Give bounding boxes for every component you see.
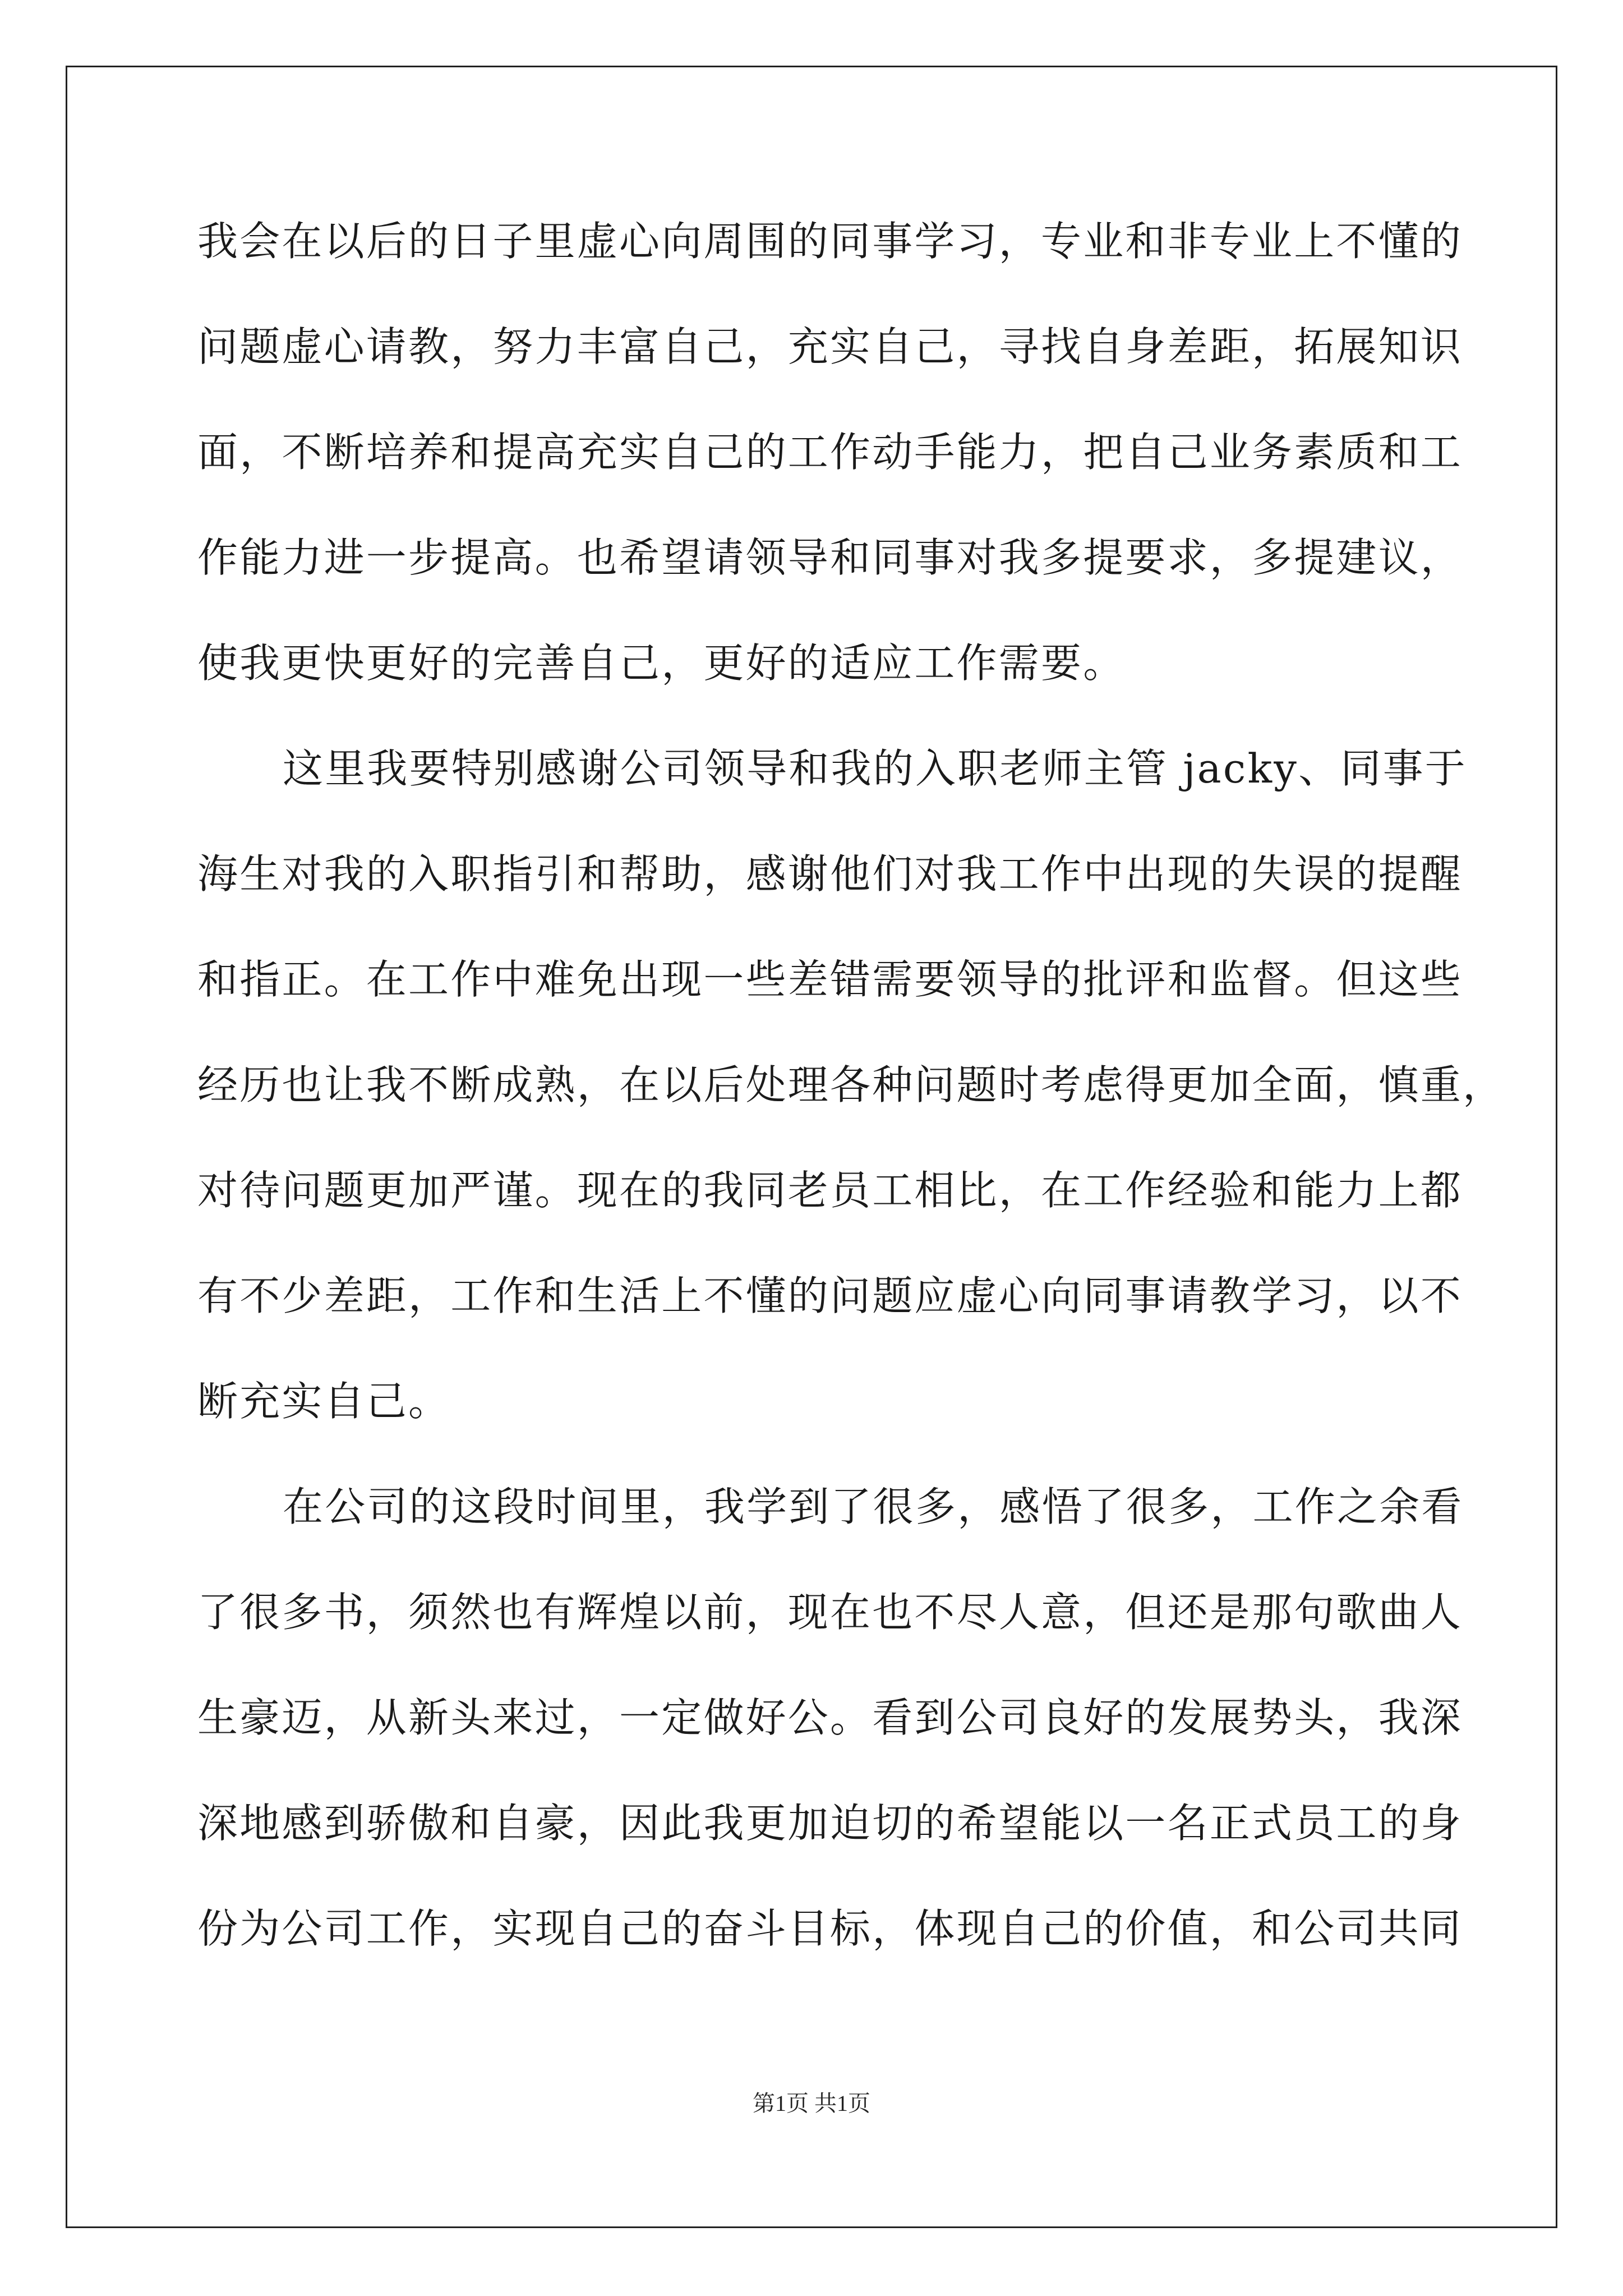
- text-line: 生豪迈，从新头来过，一定做好公。看到公司良好的发展势头，我深: [197, 1694, 1463, 1741]
- text-line: 这里我要特别感谢公司领导和我的入职老师主管 jacky、同事于: [283, 745, 1467, 792]
- text-line: 问题虚心请教，努力丰富自己，充实自己，寻找自身差距，拓展知识: [197, 323, 1463, 370]
- text-line: 在公司的这段时间里，我学到了很多，感悟了很多，工作之余看: [283, 1483, 1464, 1530]
- text-line: 份为公司工作，实现自己的奋斗目标，体现自己的价值，和公司共同: [197, 1905, 1463, 1952]
- page-footer: 第1页 共1页: [753, 2091, 870, 2116]
- text-line: 了很多书，须然也有辉煌以前，现在也不尽人意，但还是那句歌曲人: [197, 1589, 1463, 1636]
- text-line: 海生对我的入职指引和帮助，感谢他们对我工作中出现的失误的提醒: [197, 850, 1463, 898]
- text-line: 我会在以后的日子里虚心向周围的同事学习，专业和非专业上不懂的: [197, 218, 1463, 265]
- text-line: 有不少差距，工作和生活上不懂的问题应虚心向同事请教学习，以不: [197, 1272, 1463, 1319]
- text-line: 面，不断培养和提高充实自己的工作动手能力，把自己业务素质和工: [197, 429, 1463, 476]
- text-line: 深地感到骄傲和自豪，因此我更加迫切的希望能以一名正式员工的身: [197, 1800, 1463, 1847]
- text-line: 对待问题更加严谨。现在的我同老员工相比，在工作经验和能力上都: [197, 1167, 1463, 1214]
- text-line: 经历也让我不断成熟，在以后处理各种问题时考虑得更加全面，慎重，: [197, 1061, 1505, 1108]
- document-body: [197, 208, 1505, 2000]
- text-line: 断充实自己。: [197, 1378, 451, 1425]
- text-line: 和指正。在工作中难免出现一些差错需要领导的批评和监督。但这些: [197, 956, 1463, 1003]
- text-line: 使我更快更好的完善自己，更好的适应工作需要。: [197, 639, 1126, 687]
- text-line: 作能力进一步提高。也希望请领导和同事对我多提要求，多提建议，: [197, 534, 1463, 581]
